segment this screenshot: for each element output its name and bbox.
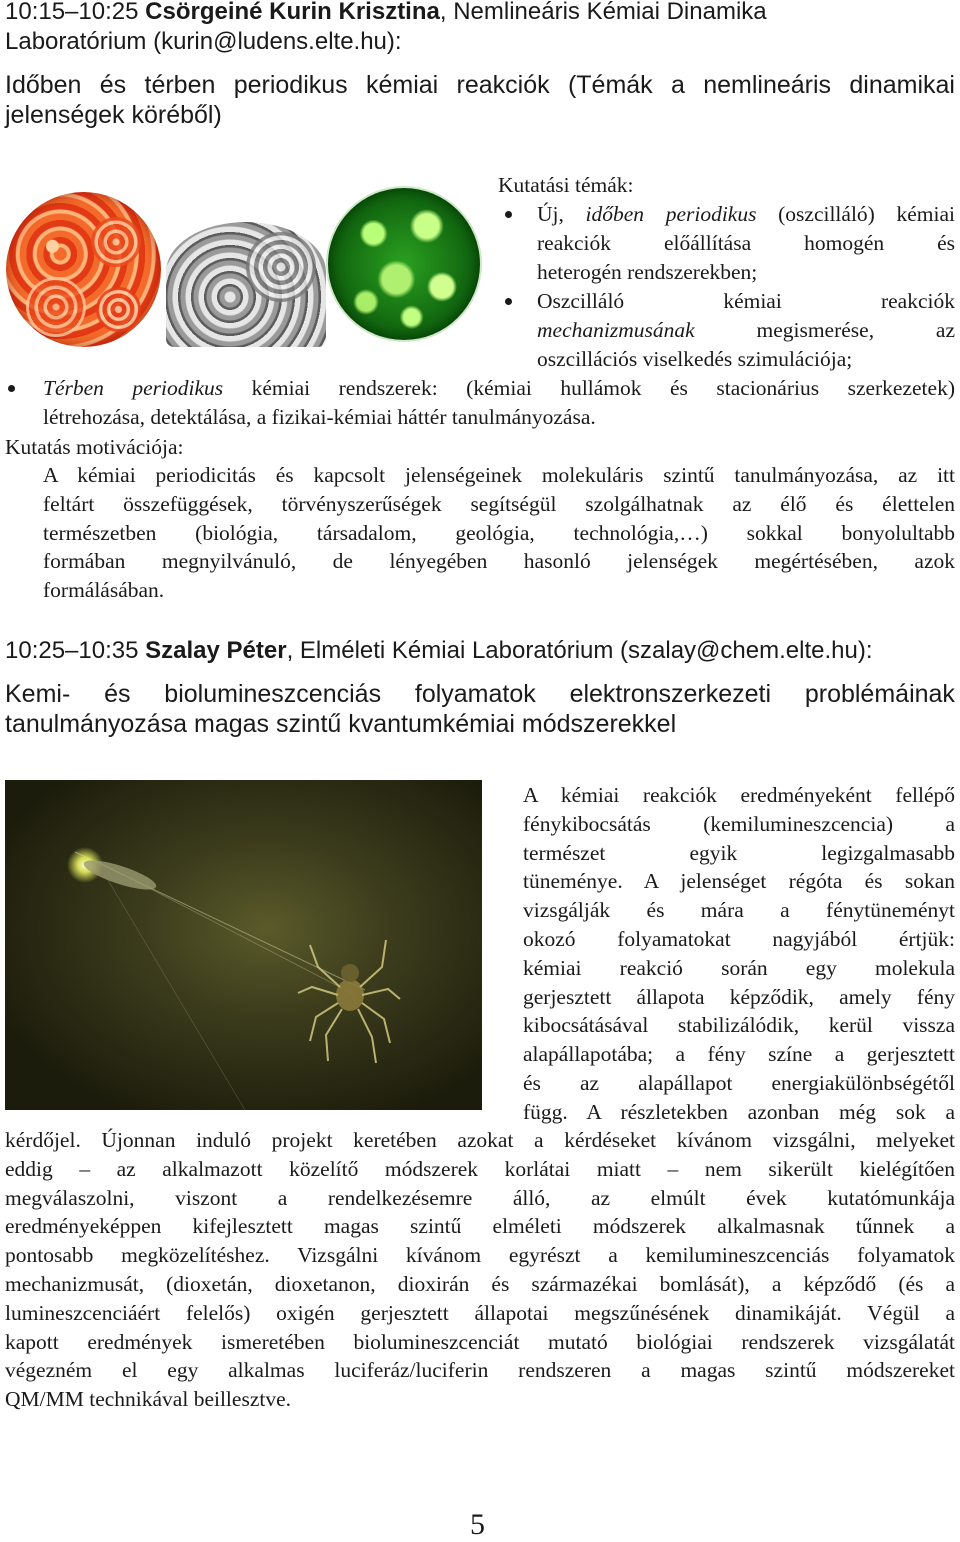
photo-illustration	[5, 780, 482, 1110]
side-line: A kémiai reakciók eredményeként fellépő	[523, 783, 955, 807]
red-wave-spot	[91, 217, 141, 267]
title-word: a	[670, 71, 685, 99]
red-wave-spot	[96, 287, 141, 332]
bullet-dot	[8, 385, 15, 392]
title-word: Kemi-	[5, 680, 71, 708]
bullet2-line3: oszcillációs viselkedés szimulációja;	[537, 346, 853, 371]
body-line: megválaszolni, viszont a rendelkezésemre álló, az elmúlt évek kutatómunkája	[5, 1185, 955, 1210]
red-wave-spot	[26, 277, 86, 337]
petri-dish-grey	[166, 222, 326, 347]
bullet1-line1: Új, időben periodikus (oszcilláló) kémiai	[537, 202, 955, 226]
body-line: kapott eredmények ismeretében biolumineszcenciát mutató biológiai rendszerek vizsgálatát	[5, 1329, 955, 1354]
body-line: eddig – az alkalmazott közelítő módszerek korlátai miatt – nem sikerült kielégítően	[5, 1156, 955, 1181]
title-word: kémiai	[365, 71, 439, 99]
side-line: kémiai reakció során egy molekula	[523, 955, 955, 980]
motivation-heading: Kutatás motivációja:	[5, 435, 184, 459]
talk1-title-line2: jelenségek köréből)	[5, 101, 222, 129]
talk2-header	[5, 636, 873, 666]
web-thread	[105, 875, 245, 1110]
side-line: fénykibocsátás (kemilumineszcencia) a	[523, 811, 955, 836]
bullet3-line1: Térben periodikus kémiai rendszerek: (kémiai hullámok és stacionárius szerkezetek)	[43, 376, 955, 400]
title-word: térben	[144, 71, 216, 99]
title-word: reakciók	[456, 71, 550, 99]
title-word: periodikus	[233, 71, 348, 99]
bullet3-line2: létrehozása, detektálása, a fizikai-kémiai háttér tanulmányozása.	[43, 404, 596, 429]
body-line: kérdőjel. Újonnan induló projekt keretében azokat a kérdéseket kívánom vizsgálni, melyeket	[5, 1128, 955, 1152]
talk2-side-paragraph	[523, 781, 955, 1127]
topics-heading: Kutatási témák:	[498, 173, 634, 197]
bullet-dot	[505, 298, 512, 305]
petri-dish-images	[6, 190, 486, 355]
firefly-spider-photo	[5, 780, 482, 1110]
side-line: függ. A részletekben azonban még sok a	[523, 1099, 955, 1124]
talk1-speaker: Csörgeiné Kurin Krisztina	[145, 0, 440, 25]
topic-bullet-1	[537, 200, 955, 286]
motivation-line: természetben (biológia, társadalom, geológia, technológia,…) sokkal bonyolultabb	[43, 520, 955, 545]
bullet1-line3: heterogén rendszerekben;	[537, 259, 758, 284]
bullet1-line2: reakciók előállítása homogén és	[537, 230, 955, 255]
talk1-time: 10:15–10:25	[5, 0, 139, 25]
side-line: és az alapállapot energiakülönbségétől	[523, 1070, 955, 1095]
title-word: elektronszerkezeti	[569, 680, 772, 708]
motivation-line: formában megnyilvánuló, de lényegében hasonló jelenségek megértésében, azok	[43, 549, 955, 574]
spider	[298, 940, 400, 1063]
body-line: végezném el egy alkalmas luciferáz/luciferin rendszeren a magas szintű módszereket	[5, 1358, 955, 1383]
talk1-affiliation-b: Laboratórium (kurin@ludens.elte.hu):	[5, 28, 402, 55]
body-line: QM/MM technikával beillesztve.	[5, 1387, 291, 1412]
body-line: eredményeképpen kifejlesztett magas szintű elméleti módszerek alkalmasnak tűnnek a	[5, 1214, 955, 1239]
title-word: biolumineszcenciás	[164, 680, 382, 708]
bullet2-line2: mechanizmusának megismerése, az	[537, 317, 955, 342]
topic-bullet-3	[43, 374, 955, 432]
bullet-dot	[505, 211, 512, 218]
title-word: dinamikai	[849, 71, 955, 99]
petri-dish-red	[6, 192, 161, 347]
motivation-paragraph	[43, 461, 955, 605]
title-word: nemlineáris	[703, 71, 832, 99]
page-number: 5	[470, 1508, 485, 1541]
side-line: természet egyik legizgalmasabb	[523, 840, 955, 865]
petri-dish-green	[328, 188, 480, 340]
talk2-title-line2: tanulmányozása magas szintű kvantumkémiai módszerekkel	[5, 710, 677, 738]
side-line: gerjesztett állapota képződik, amely fény	[523, 984, 955, 1009]
body-line: pontosabb megközelítéshez. Vizsgálni kívánom egyrészt a kemilumineszcenciás folyamatok	[5, 1243, 955, 1268]
body-line: mechanizmusát, (dioxetán, dioxetanon, dioxirán és származékai bomlását), a képződő (és a	[5, 1271, 955, 1296]
bullet2-line1: Oszcilláló kémiai reakciók	[537, 289, 955, 313]
body-line: lumineszcenciáért felelős) oxigén gerjesztett állapotai megszűnésének dinamikáját. Végül a	[5, 1300, 955, 1325]
talk2-title-line1	[5, 679, 955, 710]
side-line: alapállapotába; a fény színe a gerjesztett	[523, 1042, 955, 1067]
title-word: folyamatok	[414, 680, 536, 708]
talk1-title-line1	[5, 70, 955, 101]
talk1-affiliation-a: , Nemlineáris Kémiai Dinamika	[439, 0, 767, 25]
side-line: tüneménye. A jelenséget régóta és sokan	[523, 869, 955, 894]
motivation-line: A kémiai periodicitás és kapcsolt jelenségeinek molekuláris szintű tanulmányozása, az itt	[43, 463, 955, 487]
grey-spiral	[246, 232, 316, 302]
side-line: kibocsátásával stabilizálódik, kerül vissza	[523, 1013, 955, 1038]
side-line: okozó folyamatokat nagyjából értjük:	[523, 926, 955, 951]
title-word: problémáinak	[804, 680, 955, 708]
title-word: Időben	[5, 71, 82, 99]
talk1-header-line1	[5, 0, 767, 27]
side-line: vizsgálják és mára a fénytüneményt	[523, 898, 955, 923]
title-word: (Témák	[567, 71, 653, 99]
talk2-affiliation: , Elméleti Kémiai Laboratórium (szalay@chem.elte.hu):	[286, 637, 873, 664]
motivation-line: feltárt összefüggések, törvényszerűségek segítségül szolgálhatnak az élő és élettelen	[43, 491, 955, 516]
talk2-body-paragraph	[5, 1126, 955, 1414]
motivation-line: formálásában.	[43, 578, 165, 603]
talk2-time: 10:25–10:35	[5, 637, 139, 664]
title-word: és	[99, 71, 127, 99]
topic-bullet-2	[537, 287, 955, 373]
title-word: és	[104, 680, 131, 708]
talk2-speaker: Szalay Péter	[145, 637, 287, 664]
